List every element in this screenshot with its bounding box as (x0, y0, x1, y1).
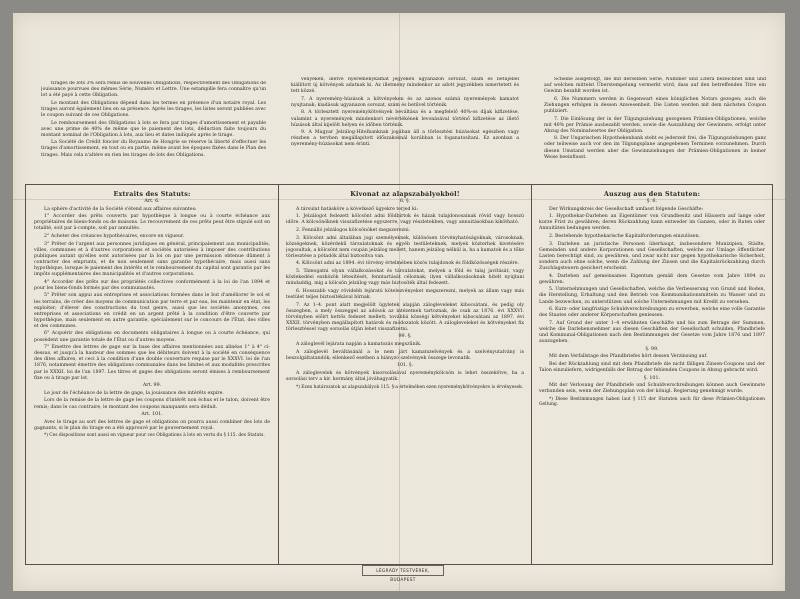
frame-top-rule (25, 184, 773, 185)
statute-para: Le jour de l'échéance de la lettre de gage, la jouissance des intérêts expire. (44, 390, 224, 396)
statute-para: 5. Támogatni olyan vállalkozásokat és társulatokat, melyek a föld és talaj javítását, vagy közlekedési eszközök létesítését, fenntartását céloznak; ilyen vállalkozásoknak hitelt nyújtani mindaddig, míg a kölcsön jelzálog vagy más biztosíték által fedezett. (286, 269, 524, 287)
top-middle-para: 9. A Magyar Jelzálog-Hitelbanknak jogában áll a törlesztési húzásokat egészben vagy részben a tervben megállapított időszakoknál korábban is foganatosítani. Ez azonban a nyeremény-húzásokat nem érinti. (291, 130, 519, 147)
top-middle-column (291, 77, 519, 147)
hungarian-heading: Kivonat az alapszabályokból! (350, 191, 460, 198)
footnote: *) Ces dispositions sont aussi en vigueur pour ces Obligations à lots en vertu du § 115. des Statuts. (44, 433, 265, 439)
top-right-para: 8. Der Ungarischen Hypothekenbank steht es jederzeit frei, die Tilgungsziehungen ganz oder teilweise auch vor den im Tilgungsplane angegebenen Terminen vorzunehmen. Durch diesen Umstand werden aber die Gewinnziehungen der Prämien-Obligationen in keiner Weise beeinflusst. (544, 136, 766, 160)
statute-para: 2° Acheter des créances hypothécaires, encore en vigueur. (44, 234, 185, 240)
top-middle-para: 7. A nyeremény-húzások a kötvényeken és az azonos számú nyeremények kamatot nyujtanak; kiadásuk ugyanazon sorozat, szám és betűvel történik. (291, 96, 519, 108)
statute-para: 2. Bestehende hypothekarische Kapitalforderungen einzulösen. (549, 234, 701, 240)
statute-para: 3. Darlehen an juristische Personen überhaupt, insbesondere Munizipien, Städte, Gemeinden und andere Korporationen und Gesellschaften, welche zur Umlage öffentlicher Lasten berechtigt sind, zu gewähren, und zwar nicht nur gegen hypothekarische Sicherheit, sondern auch ohne solche, wenn die Zahlung der Zinsen und die Kapitalsrückzahlung durch Zuschlagsteuern gesichert erscheint. (539, 241, 765, 272)
article-number: 6. §. (399, 199, 411, 205)
statute-para: 5. Unternehmungen und Gesellschaften, welche die Verbesserung von Grund und Boden, die Herstellung, Erhaltung und den Betrieb von Kommunikationsmitteln zu Wasser und zu Lande bezwecken, zu unterstützen und solche Unternehmungen mit Kredit zu versehen. (539, 287, 765, 305)
article-number: 99. §. (398, 334, 412, 340)
statute-para: 7° Émettre des lettres de gage sur la base des affaires mentionnées aux alinéas 1° à 4° ci-dessus, et jusqu'à la hauteur des sommes que les débiteurs doivent à la société en conséquence des dites affaires, et ceci à la condition d'une double couverture requise par le XXXVI. loi de l'an 1876, notamment émettre des obligations communales dans les limites et aux modalités prescrites par le XXXII. loi de l'an 1897. Les titres et gages des obligations seront émises à remboursement fixe ou à tirage par lot. (34, 345, 270, 381)
column-divider-1 (278, 184, 279, 564)
statute-para: Mit dem Verfallstage des Pfandbriefes hört dessen Verzinsung auf. (549, 354, 708, 360)
statute-para: Avec le tirage au sort des lettres de gage et obligations on pourra aussi combiner des lots de gagnants, si le plan du tirage en a été approuvé par le gouvernement royal. (34, 419, 270, 431)
french-statutes-column (34, 191, 270, 559)
printer-imprint: LÉGRÁDY TESTVÉREK, BUDAPEST (362, 565, 444, 576)
top-right-para: Scheine ausgefolgt, die mit derselben Serie, Nummer und Litera bezeichnet sind und auf welchen mittelst Überstempelung vermerkt wird, dass auf den betreffenden Titre ein Gewinn bezahlt worden ist. (544, 77, 766, 95)
french-heading: Extraits des Statuts: (113, 191, 191, 198)
statute-para: Der Wirkungskreis der Gesellschaft umfasst folgende Geschäfte: (549, 206, 704, 212)
document-sheet (13, 13, 785, 591)
statute-para: 3° Prêter de l'argent aux personnes juridiques en général, principalement aux municipalités, villes, communes et à d'autres corporations et sociétés autorisées à imposer des contributions publiques autant qu'elles sont autorisées par la loi on par une permission obtenue dûment à contracter des emprunts, et de non seulement sans garantie hypothécaire, mais aussi sans hypothèque, lorsque le paiement des intérêts et le remboursement du capital sont garantis par les impôts supplémentaires des municipalités et d'autres corporations. (34, 241, 270, 278)
top-left-para: tirages de lots 3% sera remis de nouvelles Obligations, respectivement des Obligations de jouissance pourvues des mêmes Série, Numéro et Lettre. Une estampille fera connaître qu'un lot a été payé à cette Obligation. (41, 81, 266, 99)
top-left-para: Le remboursement des Obligations à lots se fera par tirages d'amortissement et payable avec une prime de 40% de même que le paiement des lots, déduction faite toujours du montant nominal de l'Obligation à lots, aux lieu et dates indiqués après le tirage. (41, 120, 266, 138)
statute-para: La sphère d'activité de la Société s'étend aux affaires suivantes: (44, 206, 197, 212)
top-middle-para: 8. A törlesztett nyereménykötvények beváltása és a megfelelő 40%-os díjak kifizetése, valamint a nyeremények mindenkori névértékének levonásával történő kifizetése az illető húzások által kijelölt helyen és időben történik. (291, 110, 519, 128)
statute-para: 6. Kurz- oder langfristige Schuldverschreibungen zu erwerben, welche eine volle Garantie des Staates oder anderer Körperschaften geniessen. (539, 307, 765, 319)
top-left-column (41, 81, 266, 167)
top-right-para: 6. Die Nummern werden in Gegenwart eines königlichen Notars gezogen; auch die Ziehungen erfolgen in dessen Anwesenheit. Die Listen werden mit dem nächsten Coupon publiziert. (544, 96, 766, 114)
statute-para: 7. Az 1–4. pont alatt megjelölt ügyletek alapján zálogleveleket kibocsátani, és pedig oly összegben, a mely összeggel az adósok az intézetnek tartoznak, de csak az 1876. évi XXXVI. törvényben előírt kettős fedezet mellett; továbbá községi kötvényeket kibocsátani az 1897. évi XXXII. törvényben megállapított határok és módozatok között. A zálogleveleket és kötvényeket fix törlesztéssel vagy sorsolás útján lehet visszafizetni. (286, 302, 524, 332)
article-number: 101. §. (396, 363, 414, 369)
article-number: Art. 99. (142, 383, 162, 389)
statute-para: 1. Jelzálogot fedezett kölcsönt adni földbirtok és házak tulajdonosainak rövid vagy hosszú időre. A kölcsönöknek visszafizetése egyszerre, vagy részletekben, vagy annuitásokban kikötható. (286, 214, 524, 226)
statute-para: Mit der Verlosung der Pfandbriefe und Schuldverschreibungen können auch Gewinnste verbunden sein, wenn der Ziehungsplan von der königl. Regierung genehmigt wurde. (539, 383, 765, 395)
column-divider-2 (531, 184, 532, 564)
top-left-para: La Société de Crédit foncier du Royaume de Hongrie se réserve la liberté d'effectuer les tirages d'amortissement, en tout ou en partie, même avant les époques fixées dans le Plan des tirages. Mais cela n'altère en rien les tirages de lots des Obligations. (41, 140, 266, 158)
frame-right-rule (772, 184, 773, 564)
article-number: Art. 6. (144, 199, 160, 205)
top-middle-para: vényeken, illetve nyereménykamat jegyeken ugyanazon sorozat, szám és betűjellel kiállított új kötvények adatnak ki. Az illetmény mindenkor az adott jegyzékben ismertetett és tett közzé. (291, 77, 519, 95)
statute-para: A társulat hatásköre a következő ügyekre terjed ki: (296, 206, 418, 212)
article-number: §. 101. (643, 375, 661, 381)
statute-para: 1° Accorder des prêts couverts par hypothèque à longue ou à courte échéance aux propriétaires de biens-fonds ou de maisons. Le recouvrement de ces prêts peut être stipulé soit en totalité, soit par à-compte, soit par annuités. (34, 214, 270, 232)
statute-para: 7. Auf Grund der unter 1–4 erwähnten Geschäfte und bis zum Betrage der Summen, welche die Darlehensnehmer aus diesen Geschäften der Gesellschaft schulden, Pfandbriefe und Kommunal-Obligationen nach den Bestimmungen der Gesetze vom Jahre 1876 und 1897 auszugeben. (539, 320, 765, 345)
statute-para: 3. Kölcsönt adni általában jogi személyeknek, különösen törvényhatóságoknak, városoknak, községeknek, közérdekű társulatoknak és egyéb testületeknek, melyek közterhek kivetésére jogosultak, a kölcsönt nem csupán jelzálog mellett, hanem jelzálog nélkül is, ha a kamatok és a tőke törlesztése a pótadók által biztosítva van. (286, 235, 524, 259)
top-right-column (544, 77, 766, 163)
statute-para: 4. Kölcsönt adni az 1894. évi törvény értelmében közös tulajdonok és földközösségek részére. (296, 261, 520, 267)
top-right-para: 7. Die Einlösung der in der Tilgungsziehung gezogenen Prämien-Obligationen, welche mit 40% per Prämie ausbezahlt werden, sowie die Auszahlung der Gewinnste, erfolgt unter Abzug des Nominalwertes der Obligation. (544, 116, 766, 134)
article-number: §. 6. (646, 199, 658, 205)
german-statutes-column (539, 191, 765, 559)
statute-para: 2. Fennálló jelzálogos kölcsönöket megszerezni. (296, 227, 411, 233)
statute-para: A záloglevél lejárata napján a kamatozás megszűnik. (296, 342, 422, 348)
statute-para: 6° Acquérir des obligations en documents obligataires à longue ou à courte échéance, qui possèdent une garantie totale de l'État ou d'autres moyens. (34, 331, 270, 343)
statute-para: 4° Accorder des prêts sur des propriétés collectives conformément à la loi de l'an 1894 et pour les biens-fonds formés par des communautés. (34, 279, 270, 291)
hungarian-statutes-column (286, 191, 524, 559)
footnote: *) Diese Bestimmungen haben laut § 115 der Statuten auch für diese Prämien-Obligationen Geltung. (539, 396, 765, 408)
statute-para: Lors de la remise de la lettre de gage les coupons d'intérêt non échus et le talon, doivent être remis; dans le cas contraire, le montant des coupons manquants sera déduit. (34, 398, 270, 410)
frame-left-rule (25, 184, 26, 564)
statute-para: A záloglevél beváltásánál a le nem járt kamatszelvények és a szelvényutalvány is beszolgáltatandók; ellenkező esetben a hiányzó szelvények összege levonatik. (286, 349, 524, 361)
footnote: *) Ezen határozatok az alapszabályok 115. §-a értelmében ezen nyereménykötvényekre is érvényesek. (296, 384, 524, 390)
german-heading: Auszug aus den Statuten: (603, 191, 701, 198)
article-number: Art. 101. (141, 412, 163, 418)
article-number: §. 99. (645, 346, 659, 352)
statute-para: 6. Hosszabb vagy rövidebb lejáratú kötelezvényeket megszerezni, melyek az állam vagy más testület teljes biztosítékával bírnak. (286, 288, 524, 300)
statute-para: 5° Prêter son appui aux entreprises et associations formées dans le but d'améliorer le sol et les terrains, de créer des moyens de communication par terre et par eau, les maintenir en état, les exploiter; d'élever des constructions du tout genre, aussi que les sociétés anonymes, ces entreprises et associations en crédit en un argent prêté à la condition d'être couverte par hypothèque, mais seulement en autre garantie, spécialement sur le concours de l'État, des villes et des communes. (34, 293, 270, 329)
statute-para: 4. Darlehen auf gemeinsames Eigentum gemäß dem Gesetze vom Jahre 1894 zu gewähren. (539, 273, 765, 285)
statute-para: 1. Hypothekar-Darlehen an Eigentümer von Grundbesitz und Häusern auf lange oder kurze Frist zu gewähren; deren Rückzahlung kann entweder im Ganzen, oder in Raten oder Annuitäten bedungen werden. (539, 214, 765, 232)
statute-para: A záloglevelek és kötvények kisorsolásával nyereménykölcsön is lehet összekötve, ha a sorsolási terv a kir. kormány által jóváhagyatik. (286, 370, 524, 383)
top-left-para: Le montant des Obligations dépend dans les termes en présence d'un notaire royal. Les tirages auront également lieu en sa présence. Après les tirages, les listes seront publiées avec le coupon suivant de ces Obligations. (41, 100, 266, 118)
statute-para: Bei der Rückzahlung sind mit dem Pfandbriefe die nicht fälligen Zinsen-Coupons und der Talon einzuliefern, widrigenfalls der Betrag der fehlenden Coupons in Abzug gebracht wird. (539, 361, 765, 373)
